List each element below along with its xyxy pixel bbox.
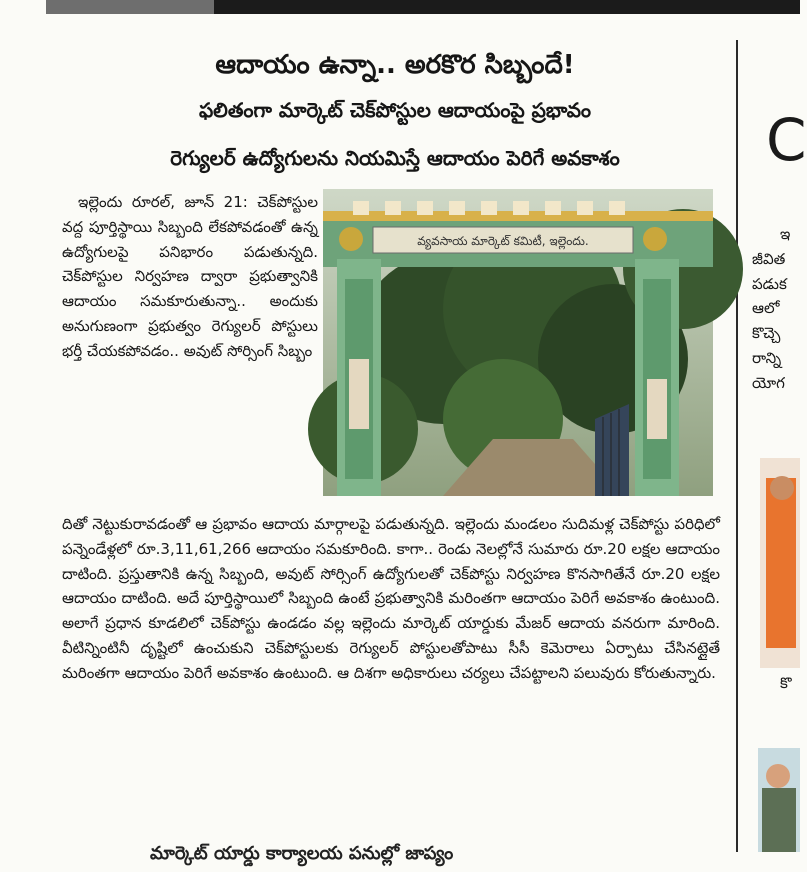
column-divider [736,40,738,852]
market-gate-illustration [323,189,713,496]
article-subhead-2: రెగ్యులర్ ఉద్యోగులను నియమిస్తే ఆదాయం పెరిగే అవకాశం [170,146,620,170]
right-column-photo-2 [758,748,800,852]
right-line: రాన్ని [752,348,782,367]
right-column-big-letter: C [766,106,807,174]
paragraph-full: దితో నెట్టుకురావడంతో ఆ ప్రభావం ఆదాయ మార్గాలపై పడుతున్నది. ఇల్లెందు మండలం సుదిమళ్ల చెక్‌పోస్టు పరిధిలో పన్నెండేళ్లలో రూ.3,11,61,266 ఆదాయం సమకూరింది. కాగా.. రెండు నెలల్లోనే సుమారు రూ.20 లక్షల ఆదాయం దాటింది. ప్రస్తుతానికి ఉన్న సిబ్బంది, అవుట్ సోర్సింగ్ ఉద్యోగులతో చెక్‌పోస్టు నిర్వహణ కొనసాగితేనే రూ.20 లక్షల ఆదాయం దాటింది. అదే పూర్తిస్థాయిలో సిబ్బంది ఉంటే ప్రభుత్వానికి మరింతగా ఆదాయం పెరిగే అవకాశం ఉంటుంది. అలాగే ప్రధాన కూడలిలో చెక్‌పోస్టు ఉండడం వల్ల ఇల్లెందు మార్కెట్ యార్డుకు మేజర్ ఆదాయ వనరుగా మారింది. వీటిన్నింటినీ దృష్టిలో ఉంచుకుని చెక్‌పోస్టులకు రెగ్యులర్ పోస్టులతోపాటు సీసీ కెమెరాలు ఏర్పాటు చేసినట్లైతే మరింతగా ఆదాయం పెరిగే అవకాశం ఉంటుంది. ఆ దిశగా అధికారులు చర్యలు చేపట్టాలని పలువురు కోరుతున్నారు. [62,515,720,682]
next-article-headline-cropped [150,836,590,864]
dateline: ఇల్లెందు రూరల్, జూన్ 21: [78,193,248,211]
top-bar-section-tab [46,0,214,14]
right-line: కొచ్చె [752,324,781,343]
right-line: పడుక [752,274,787,293]
right-column-caption: కొ [780,674,792,692]
right-column-text [752,222,800,396]
paragraph-left: చెక్‌పోస్టుల వద్ద పూర్తిస్థాయి సిబ్బంది లేకపోవడంతో ఉన్న ఉద్యోగులపై పనిభారం పడుతున్నది. చెక్‌పోస్టుల నిర్వహణ ద్వారా ప్రభుత్వానికి ఆదాయం సమకూరుతున్నా.. అందుకు అనుగుణంగా ప్రభుత్వం రెగ్యులర్ పోస్టులు భర్తీ చేయకపోవడం.. అవుట్ సోర్సింగ్ సిబ్బం [62,193,318,360]
article-left-column [62,190,318,364]
top-bar-margin [0,0,46,14]
article-photo-market-gate [323,189,713,496]
article-full-width-text [62,512,720,686]
right-line: జీవిత [752,249,786,268]
article-subhead-1: ఫలితంగా మార్కెట్ చెక్‌పోస్టుల ఆదాయంపై ప్రభావం [198,98,592,122]
right-photo-2-art [758,748,800,852]
right-photo-1-art [760,458,800,668]
next-headline-text: మార్కెట్ యార్డు కార్యాలయ పనుల్లో జాప్యం [150,843,454,864]
right-column-photo-1 [760,458,800,668]
article-headline: ఆదాయం ఉన్నా.. అరకొర సిబ్బందే! [215,50,575,80]
right-line: ఇ [780,225,791,243]
gate-sign-text: వ్యవసాయ మార్కెట్ కమిటీ, ఇల్లెందు. [417,234,589,248]
right-line: యోగ [752,373,785,392]
right-line: ఆలో [752,299,780,318]
top-bar [0,0,800,14]
